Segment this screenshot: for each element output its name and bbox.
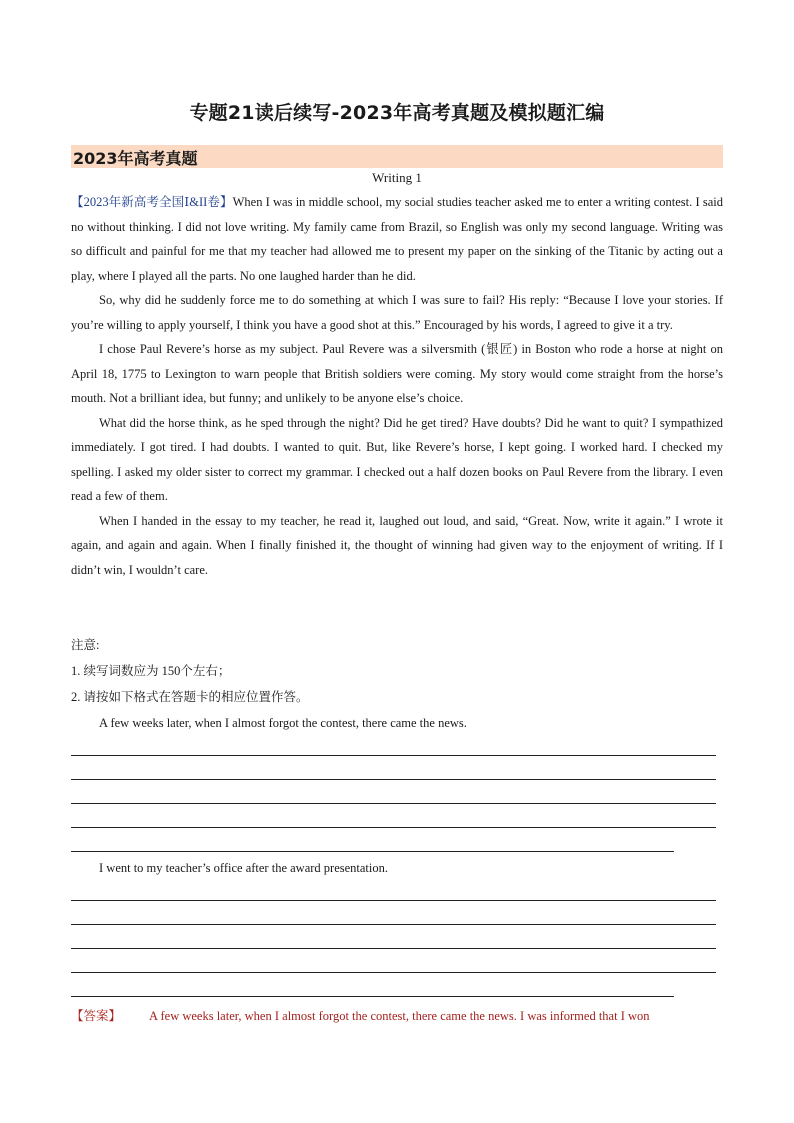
prompt-1: A few weeks later, when I almost forgot the contest, there came the news.	[99, 716, 467, 730]
paragraph-2: So, why did he suddenly force me to do something at which I was sure to fail? His reply: “Because I love your stories. If you’re willing to apply yourself, I think you have a good shot at this.” Encouraged by his words, I agreed to give it a try.	[71, 293, 723, 332]
answer-line[interactable]	[71, 851, 674, 852]
note-item: 1. 续写词数应为 150个左右；	[71, 664, 231, 678]
answer-text: A few weeks later, when I almost forgot the contest, there came the news. I was informed that I won	[149, 1009, 650, 1023]
answer-line[interactable]	[71, 948, 716, 949]
section-header	[71, 145, 723, 168]
answer-line[interactable]	[71, 755, 716, 756]
answer-line[interactable]	[71, 900, 716, 901]
source-tag: 【2023年新高考全国Ⅰ&II卷】	[71, 195, 233, 209]
answer-line[interactable]	[71, 803, 716, 804]
page-title: 专题21读后续写-2023年高考真题及模拟题汇编	[189, 102, 605, 124]
answer-line[interactable]	[71, 972, 716, 973]
answer-line[interactable]	[71, 924, 716, 925]
paragraph-3: I chose Paul Revere’s horse as my subject. Paul Revere was a silversmith (银匠) in Boston who rode a horse at night on April 18, 1775 to Lexington to warn people that British soldiers were coming. My story would come straight from the horse’s mouth. Not a brilliant idea, but funny; and unlikely to be anyone else’s choice.	[71, 342, 723, 405]
paragraph-1: 【2023年新高考全国Ⅰ&II卷】When I was in middle school, my social studies teacher asked me to enter a writing contest. I said no without thinking. I did not love writing. My family came from Brazil, so English was only my second language. Writing was so difficult and painful for me that my teacher had allowed me to present my paper on the sinking of the Titanic by acting out a play, where I played all the parts. No one laughed harder than he did.	[71, 195, 723, 283]
answer-line[interactable]	[71, 827, 716, 828]
answer-line[interactable]	[71, 996, 674, 997]
passage	[71, 190, 723, 582]
note-item: 2. 请按如下格式在答题卡的相应位置作答。	[71, 690, 309, 704]
notes	[71, 632, 723, 710]
answer-section	[71, 1006, 723, 1024]
section-title: 2023年高考真题	[73, 149, 198, 168]
paragraph-5: When I handed in the essay to my teacher, he read it, laughed out loud, and said, “Great. Now, write it again.” I wrote it again, and again and again. When I finally finished it, the thought of winning had given way to the enjoyment of writing. If I didn’t win, I wouldn’t care.	[71, 513, 723, 577]
paragraph-4: What did the horse think, as he sped through the night? Did he get tired? Have doubts? Did he want to quit? I sympathized immediately. I got tired. I had doubts. I wanted to quit. But, like Revere’s horse, I kept going. I worked hard. I checked my spelling. I asked my older sister to correct my grammar. I checked out a half dozen books on Paul Revere from the library. I even read a few of them.	[71, 415, 723, 503]
answer-line[interactable]	[71, 779, 716, 780]
writing-subtitle: Writing 1	[372, 170, 422, 185]
notes-heading: 注意:	[71, 638, 100, 652]
prompt-2: I went to my teacher’s office after the award presentation.	[99, 861, 388, 875]
answer-tag: 【答案】	[71, 1009, 122, 1023]
